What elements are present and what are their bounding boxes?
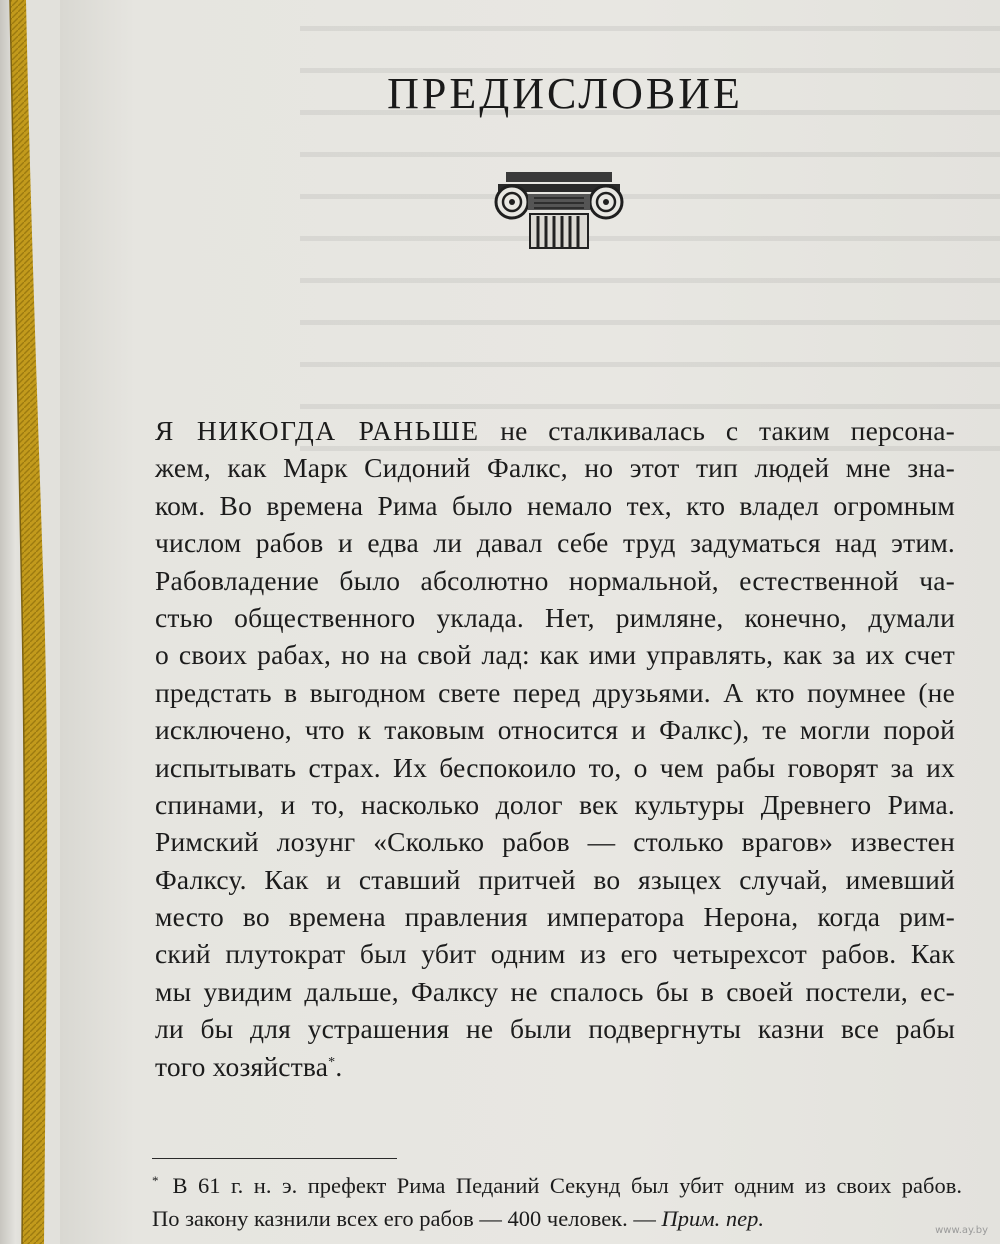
text-line: испытывать страх. Их беспокоило то, о чем рабы говорят за их (155, 751, 955, 783)
chapter-title: ПРЕДИСЛОВИЕ (387, 69, 743, 118)
lead-in-caps: Я НИКОГДА РАНЬШЕ (155, 415, 480, 446)
bookmark-ribbon (0, 0, 80, 1244)
footnote (152, 1169, 962, 1235)
text-line: ком. Во времена Рима было немало тех, кто владел огромным (155, 489, 955, 521)
text-line: исключено, что к таковым относится и Фалкс), те могли порой (155, 714, 955, 746)
text-line: Фалксу. Как и ставший притчей во языцех случай, имевший (155, 863, 955, 895)
text-line: жем, как Марк Сидоний Фалкс, но этот тип людей мне зна- (155, 452, 955, 484)
text-line: о своих рабах, но на свой лад: как ими управлять, как за их счет (155, 639, 955, 671)
text-line: того хозяйства*. (155, 1050, 343, 1082)
text-line: числом рабов и едва ли давал себе труд задуматься над этим. (155, 527, 955, 559)
text-line: Рабовладение было абсолютно нормальной, естественной ча- (155, 564, 955, 596)
text-line: спинами, и то, насколько долог век культуры Древнего Рима. (155, 788, 955, 820)
translator-note: Прим. пер. (661, 1206, 764, 1231)
text-line: мы увидим дальше, Фалксу не спалось бы в своей постели, ес- (155, 975, 955, 1007)
text-line: ский плутократ был убит одним из его четырехсот рабов. Как (155, 938, 955, 970)
text-line: предстать в выгодном свете перед друзьями. А кто поумнее (не (155, 676, 955, 708)
text-line: Я НИКОГДА РАНЬШЕ не сталкивалась с таким персона- (155, 415, 955, 446)
text-line: ли бы для устрашения не были подвергнуты казни все рабы (155, 1013, 955, 1045)
footnote-marker: * (152, 1172, 159, 1188)
preface-body (155, 412, 955, 1085)
footnote-reference: * (328, 1054, 336, 1070)
footnote-line: * В 61 г. н. э. префект Рима Педаний Секунд был убит одним из своих рабов. (152, 1172, 962, 1198)
text-line: место во времена правления императора Нерона, когда рим- (155, 901, 955, 933)
text-line: стью общественного уклада. Нет, римляне, конечно, думали (155, 601, 955, 633)
ionic-capital-icon (484, 170, 634, 250)
footnote-rule (152, 1158, 397, 1159)
footnote-line: По закону казнили всех его рабов — 400 человек. — Прим. пер. (152, 1206, 764, 1231)
watermark: www.ay.by (935, 1225, 988, 1236)
text-line: Римский лозунг «Сколько рабов — столько врагов» известен (155, 826, 955, 858)
